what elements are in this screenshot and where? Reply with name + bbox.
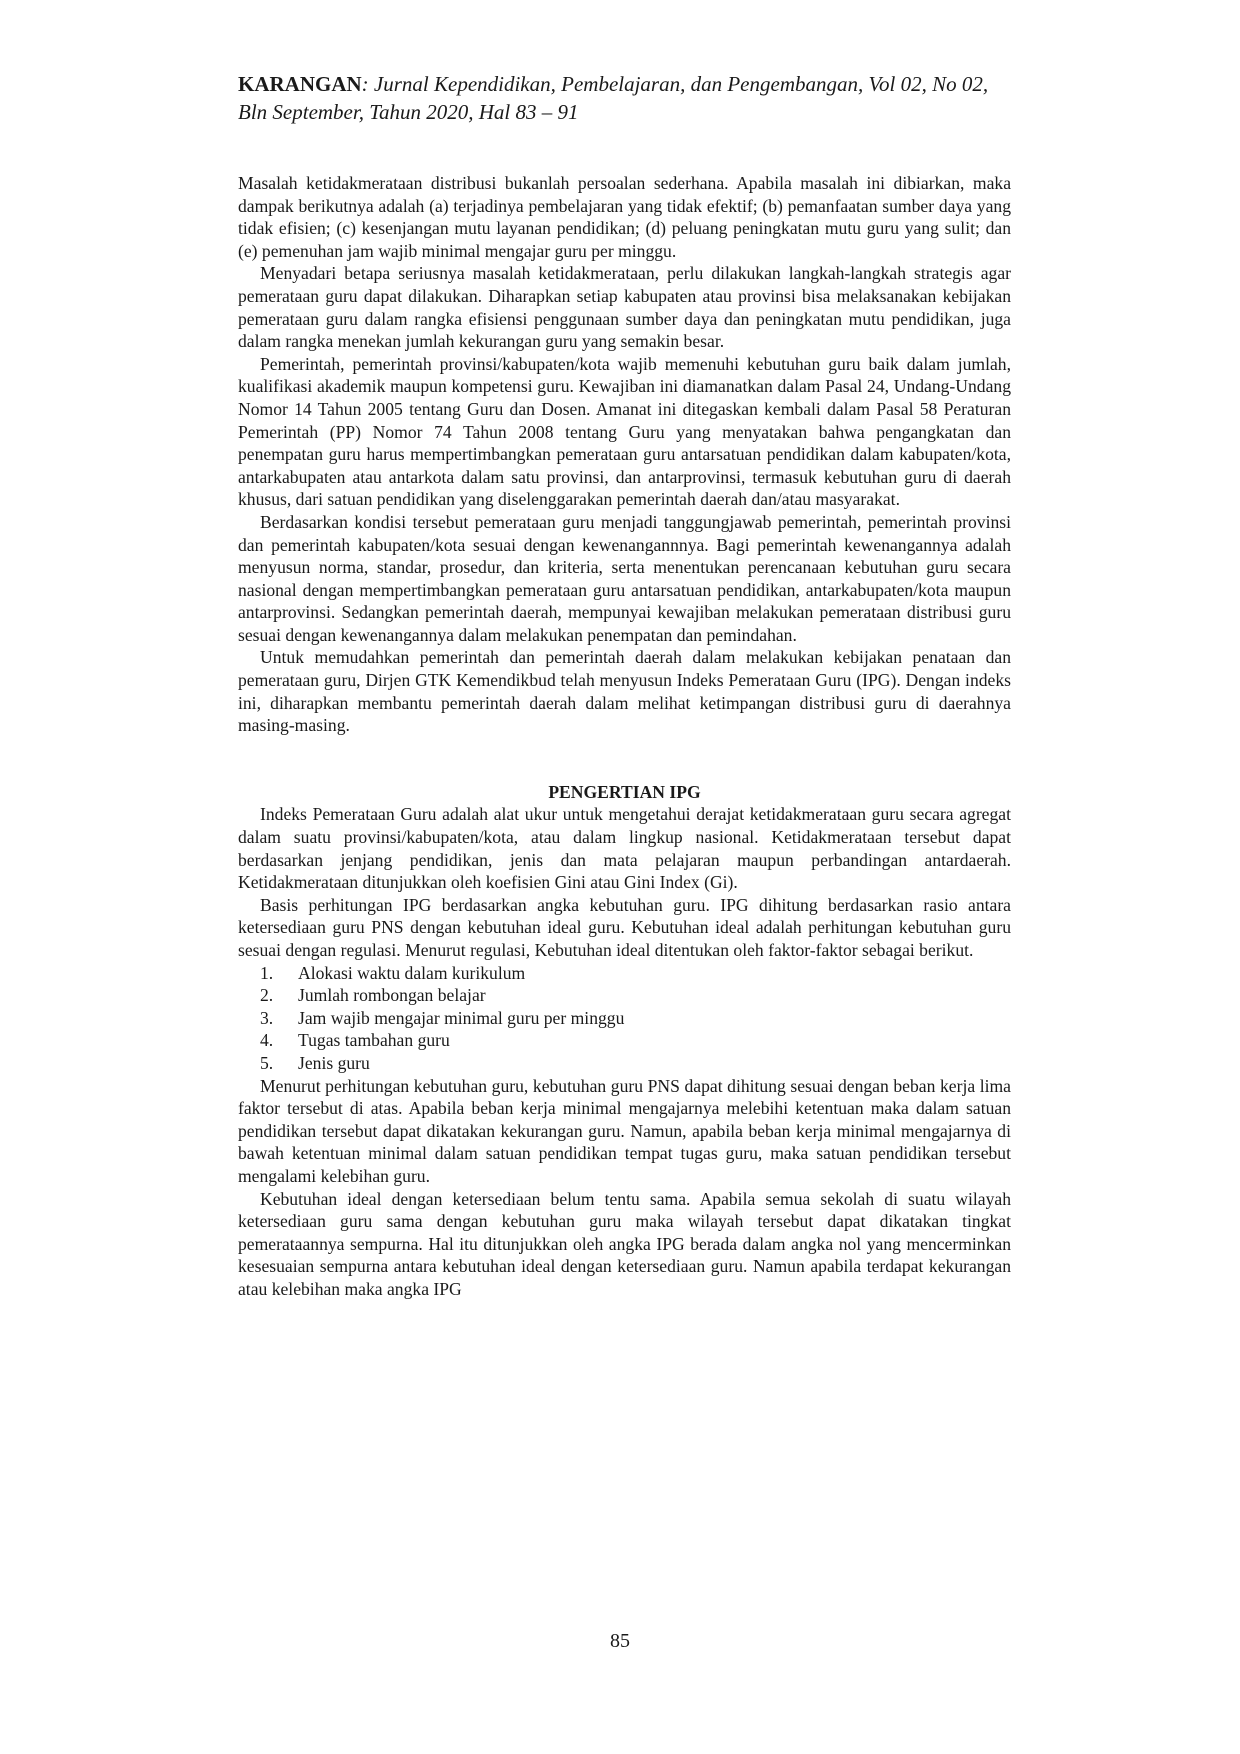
list-item <box>238 984 1011 1007</box>
factor-list <box>238 962 1011 1075</box>
list-number: 3. <box>260 1007 274 1028</box>
list-item <box>238 962 1011 985</box>
paragraph: Untuk memudahkan pemerintah dan pemerintah daerah dalam melakukan kebijakan penataan dan pemerataan guru, Dirjen GTK Kemendikbud telah menyusun Indeks Pemerataan Guru (IPG). Dengan indeks ini, diharapkan membantu pemerintah daerah dalam melihat ketimpangan distribusi guru di daerahnya masing-masing. <box>238 647 1011 736</box>
list-number: 4. <box>260 1030 274 1051</box>
list-number: 1. <box>260 962 274 983</box>
list-text: Jenis guru <box>298 1052 370 1073</box>
list-item <box>238 1052 1011 1075</box>
list-text: Alokasi waktu dalam kurikulum <box>298 962 526 983</box>
paragraph: Menyadari betapa seriusnya masalah ketidakmerataan, perlu dilakukan langkah-langkah strategis agar pemerataan guru dapat dilakukan. Diharapkan setiap kabupaten atau provinsi bisa melaksanakan kebijakan pemerataan guru dalam rangka efisiensi penggunaan sumber daya dan peningkatan mutu pendidikan, juga dalam rangka menekan jumlah kekurangan guru yang semakin besar. <box>238 263 1011 352</box>
list-item <box>238 1007 1011 1030</box>
paragraph: Indeks Pemerataan Guru adalah alat ukur untuk mengetahui derajat ketidakmerataan guru secara agregat dalam suatu provinsi/kabupaten/kota, atau dalam lingkup nasional. Ketidakmerataan tersebut dapat berdasarkan jenjang pendidikan, jenis dan mata pelajaran maupun perbandingan antardaerah. Ketidakmerataan ditunjukkan oleh koefisien Gini atau Gini Index (Gi). <box>238 804 1011 893</box>
page-number: 85 <box>610 1630 630 1652</box>
paragraph: Basis perhitungan IPG berdasarkan angka kebutuhan guru. IPG dihitung berdasarkan rasio antara ketersediaan guru PNS dengan kebutuhan ideal guru. Kebutuhan ideal adalah perhitungan kebutuhan guru sesuai dengan regulasi. Menurut regulasi, Kebutuhan ideal ditentukan oleh faktor-faktor sebagai berikut. <box>238 894 1011 960</box>
list-number: 2. <box>260 985 274 1006</box>
journal-citation: : Jurnal Kependidikan, Pembelajaran, dan Pengembangan, Vol 02, No 02, Bln September, Tahun 2020, Hal 83 – 91 <box>238 72 989 124</box>
paragraph: Berdasarkan kondisi tersebut pemerataan guru menjadi tanggungjawab pemerintah, pemerintah provinsi dan pemerintah kabupaten/kota sesuai dengan kewenangannnya. Bagi pemerintah kewenangannya adalah menyusun norma, standar, prosedur, dan kriteria, serta menentukan perencanaan kebutuhan guru secara nasional dengan mempertimbangkan pemerataan guru antarsatuan pendidikan, antarkabupaten/kota maupun antarprovinsi. Sedangkan pemerintah daerah, mempunyai kewajiban melakukan pemerataan distribusi guru sesuai dengan kewenangannya dalam melakukan penempatan dan pemindahan. <box>238 511 1011 645</box>
paragraph: Masalah ketidakmerataan distribusi bukanlah persoalan sederhana. Apabila masalah ini dibiarkan, maka dampak berikutnya adalah (a) terjadinya pembelajaran yang tidak efektif; (b) pemanfaatan sumber daya yang tidak efisien; (c) kesenjangan mutu layanan pendidikan; (d) peluang peningkatan mutu guru yang sulit; dan (e) pemenuhan jam wajib minimal mengajar guru per minggu. <box>238 173 1011 261</box>
section-heading: PENGERTIAN IPG <box>548 781 701 802</box>
paragraph: Kebutuhan ideal dengan ketersediaan belum tentu sama. Apabila semua sekolah di suatu wilayah ketersediaan guru sama dengan kebutuhan guru maka wilayah tersebut dapat dikatakan tingkat pemerataannya sempurna. Hal itu ditunjukkan oleh angka IPG berada dalam angka nol yang mencerminkan kesesuaian sempurna antara kebutuhan ideal dengan ketersediaan guru. Namun apabila terdapat kekurangan atau kelebihan maka angka IPG <box>238 1188 1011 1299</box>
journal-name: KARANGAN <box>238 72 362 96</box>
list-text: Jumlah rombongan belajar <box>298 985 486 1006</box>
list-number: 5. <box>260 1052 274 1073</box>
list-text: Tugas tambahan guru <box>298 1030 450 1051</box>
paragraph: Menurut perhitungan kebutuhan guru, kebutuhan guru PNS dapat dihitung sesuai dengan beban kerja lima faktor tersebut di atas. Apabila beban kerja minimal mengajarnya melebihi ketentuan maka dalam satuan pendidikan tersebut dapat dikatakan kekurangan guru. Namun, apabila beban kerja minimal mengajarnya di bawah ketentuan minimal dalam satuan pendidikan tempat tugas guru, maka satuan pendidikan tersebut mengalami kelebihan guru. <box>238 1075 1011 1186</box>
list-text: Jam wajib mengajar minimal guru per minggu <box>298 1007 625 1028</box>
paper-page <box>238 70 1011 1301</box>
journal-header <box>238 70 1011 126</box>
list-item <box>238 1029 1011 1052</box>
paragraph: Pemerintah, pemerintah provinsi/kabupaten/kota wajib memenuhi kebutuhan guru baik dalam jumlah, kualifikasi akademik maupun kompetensi guru. Kewajiban ini diamanatkan dalam Pasal 24, Undang-Undang Nomor 14 Tahun 2005 tentang Guru dan Dosen. Amanat ini ditegaskan kembali dalam Pasal 58 Peraturan Pemerintah (PP) Nomor 74 Tahun 2008 tentang Guru yang menyatakan bahwa pengangkatan dan penempatan guru harus mempertimbangkan pemerataan guru antarsatuan pendidikan dalam kabupaten/kota, antarkabupaten atau antarkota dalam satu provinsi, dan antarprovinsi, termasuk kebutuhan guru di daerah khusus, dari satuan pendidikan yang diselenggarakan pemerintah daerah dan/atau masyarakat. <box>238 353 1011 510</box>
